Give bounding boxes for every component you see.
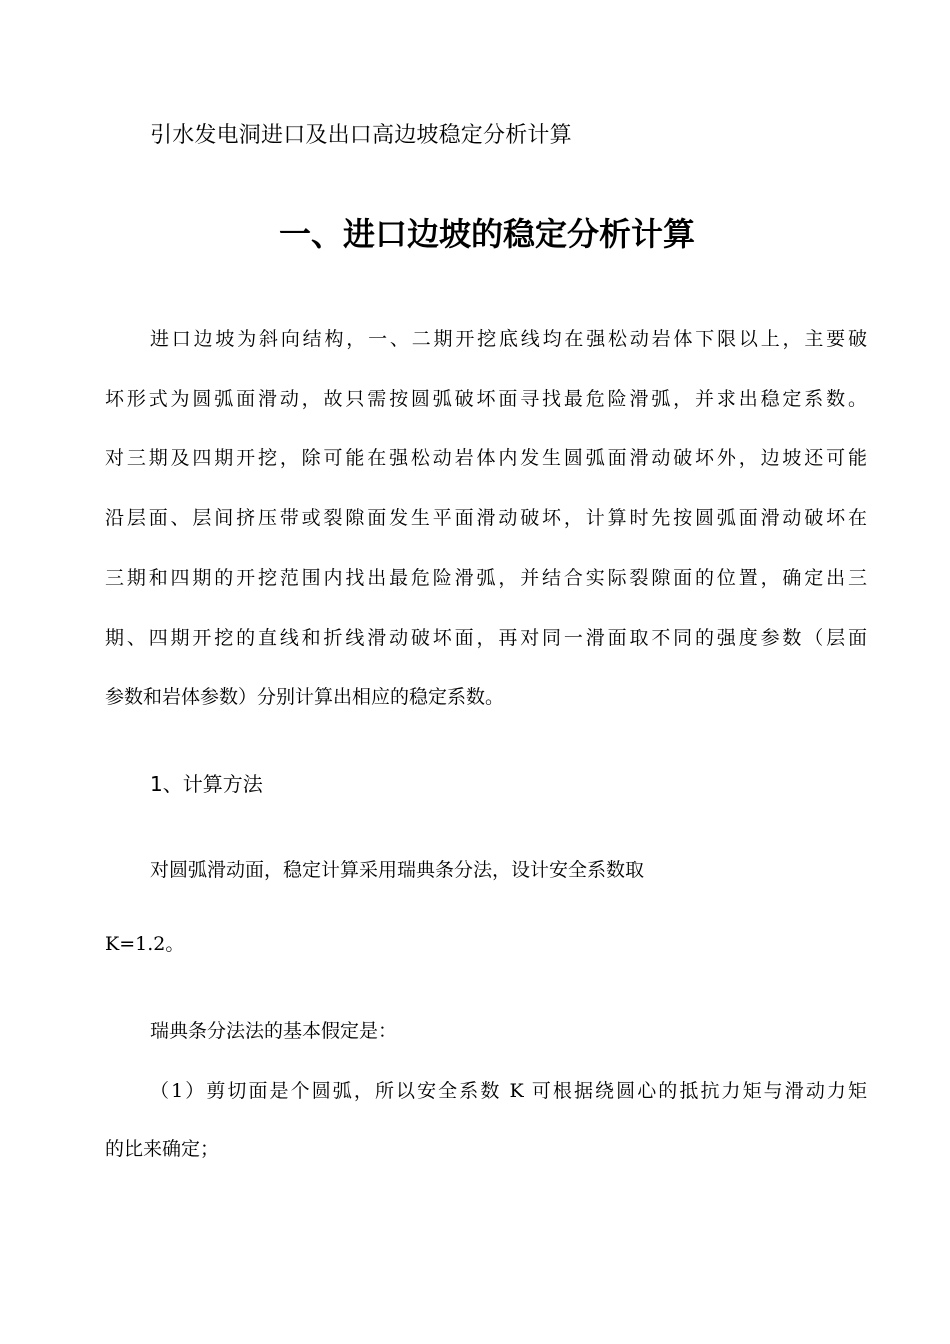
- document-title: 引水发电洞进口及出口高边坡稳定分析计算: [150, 123, 572, 148]
- paragraph-line: 对三期及四期开挖，除可能在强松动岩体内发生圆弧面滑动破坏外，边坡还可能: [105, 447, 867, 469]
- paragraph-line: 期、四期开挖的直线和折线滑动破坏面，再对同一滑面取不同的强度参数（层面: [105, 627, 867, 649]
- assumption-intro: 瑞典条分法法的基本假定是：: [150, 1020, 398, 1042]
- section-heading: 一、进口边坡的稳定分析计算: [278, 215, 695, 253]
- paragraph-line: K=1.2。: [105, 933, 185, 955]
- method-subheading: 1、计算方法: [150, 772, 263, 796]
- paragraph-line: 沿层面、层间挤压带或裂隙面发生平面滑动破坏，计算时先按圆弧面滑动破坏在: [105, 507, 867, 529]
- paragraph-line: （1）剪切面是个圆弧，所以安全系数 K 可根据绕圆心的抵抗力矩与滑动力矩: [150, 1080, 867, 1102]
- paragraph-line: 参数和岩体参数）分别计算出相应的稳定系数。: [105, 686, 505, 708]
- paragraph-line: 对圆弧滑动面，稳定计算采用瑞典条分法，设计安全系数取: [150, 859, 645, 881]
- paragraph-line: 三期和四期的开挖范围内找出最危险滑弧，并结合实际裂隙面的位置，确定出三: [105, 567, 867, 589]
- paragraph-line: 进口边坡为斜向结构，一、二期开挖底线均在强松动岩体下限以上，主要破: [150, 328, 867, 350]
- paragraph-line: 坏形式为圆弧面滑动，故只需按圆弧破坏面寻找最危险滑弧，并求出稳定系数。: [105, 388, 867, 410]
- paragraph-line: 的比来确定；: [105, 1138, 220, 1160]
